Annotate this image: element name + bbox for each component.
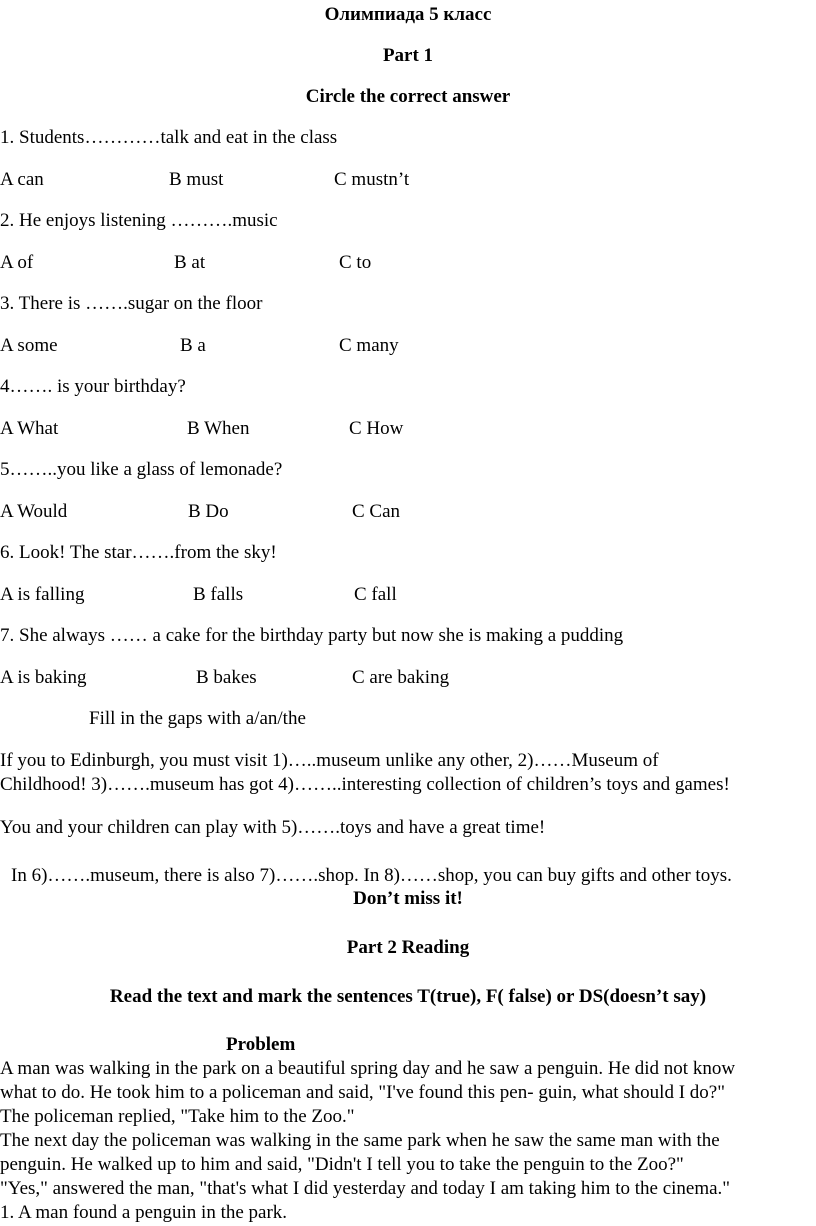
fill-gaps-line-1: If you to Edinburgh, you must visit 1)…..museum unlike any other, 2)……Museum of xyxy=(0,750,659,771)
part2-heading: Part 2 Reading xyxy=(346,937,470,958)
question-6: 6. Look! The star…….from the sky! xyxy=(0,542,277,563)
q3-option-a: A some xyxy=(0,335,58,356)
q1-option-a: A can xyxy=(0,169,44,190)
story-line-3: The policeman replied, "Take him to the Zoo." xyxy=(0,1106,355,1127)
question-4: 4……. is your birthday? xyxy=(0,376,186,397)
fill-gaps-line-4: In 6)…….museum, there is also 7)…….shop. In 8)……shop, you can buy gifts and other toys. xyxy=(11,865,732,886)
question-5: 5……..you like a glass of lemonade? xyxy=(0,459,283,480)
story-line-2: what to do. He took him to a policeman and said, "I've found this pen- guin, what should I do?" xyxy=(0,1082,725,1103)
q6-option-b: B falls xyxy=(193,584,244,605)
q7-option-b: B bakes xyxy=(196,667,257,688)
q6-option-a: A is falling xyxy=(0,584,85,605)
q5-option-a: A Would xyxy=(0,501,68,522)
q1-option-c: C mustn’t xyxy=(334,169,410,190)
question-3: 3. There is …….sugar on the floor xyxy=(0,293,263,314)
q4-option-a: A What xyxy=(0,418,59,439)
story-line-6: "Yes," answered the man, "that's what I did yesterday and today I am taking him to the cinema." xyxy=(0,1178,731,1199)
story-question-1: 1. A man found a penguin in the park. xyxy=(0,1202,288,1223)
fill-gaps-heading: Fill in the gaps with a/an/the xyxy=(89,708,306,729)
question-2: 2. He enjoys listening ……….music xyxy=(0,210,278,231)
story-line-4: The next day the policeman was walking in the same park when he saw the same man with the xyxy=(0,1130,720,1151)
fill-gaps-line-2: Childhood! 3)…….museum has got 4)……..interesting collection of children’s toys and games! xyxy=(0,774,730,795)
q4-option-b: B When xyxy=(187,418,250,439)
q6-option-c: C fall xyxy=(354,584,397,605)
q7-option-a: A is baking xyxy=(0,667,87,688)
part1-heading: Part 1 xyxy=(382,45,434,66)
fill-gaps-closing: Don’t miss it! xyxy=(353,888,463,909)
q2-option-a: A of xyxy=(0,252,34,273)
fill-gaps-line-3: You and your children can play with 5)…….toys and have a great time! xyxy=(0,817,546,838)
q3-option-c: C many xyxy=(339,335,399,356)
story-line-1: A man was walking in the park on a beautiful spring day and he saw a penguin. He did not know xyxy=(0,1058,736,1079)
q2-option-c: C to xyxy=(339,252,372,273)
q1-option-b: B must xyxy=(169,169,224,190)
part2-instruction: Read the text and mark the sentences T(true), F( false) or DS(doesn’t say) xyxy=(109,986,707,1007)
document-title: Олимпиада 5 класс xyxy=(324,4,492,25)
question-1: 1. Students…………talk and eat in the class xyxy=(0,127,338,148)
q5-option-b: B Do xyxy=(188,501,229,522)
q7-option-c: C are baking xyxy=(352,667,450,688)
q2-option-b: B at xyxy=(174,252,206,273)
story-title: Problem xyxy=(226,1034,296,1055)
question-7: 7. She always …… a cake for the birthday party but now she is making a pudding xyxy=(0,625,624,646)
q5-option-c: C Can xyxy=(352,501,401,522)
q3-option-b: B a xyxy=(180,335,206,356)
part1-instruction: Circle the correct answer xyxy=(305,86,511,107)
q4-option-c: C How xyxy=(349,418,404,439)
story-line-5: penguin. He walked up to him and said, "Didn't I tell you to take the penguin to the Zoo?" xyxy=(0,1154,684,1175)
